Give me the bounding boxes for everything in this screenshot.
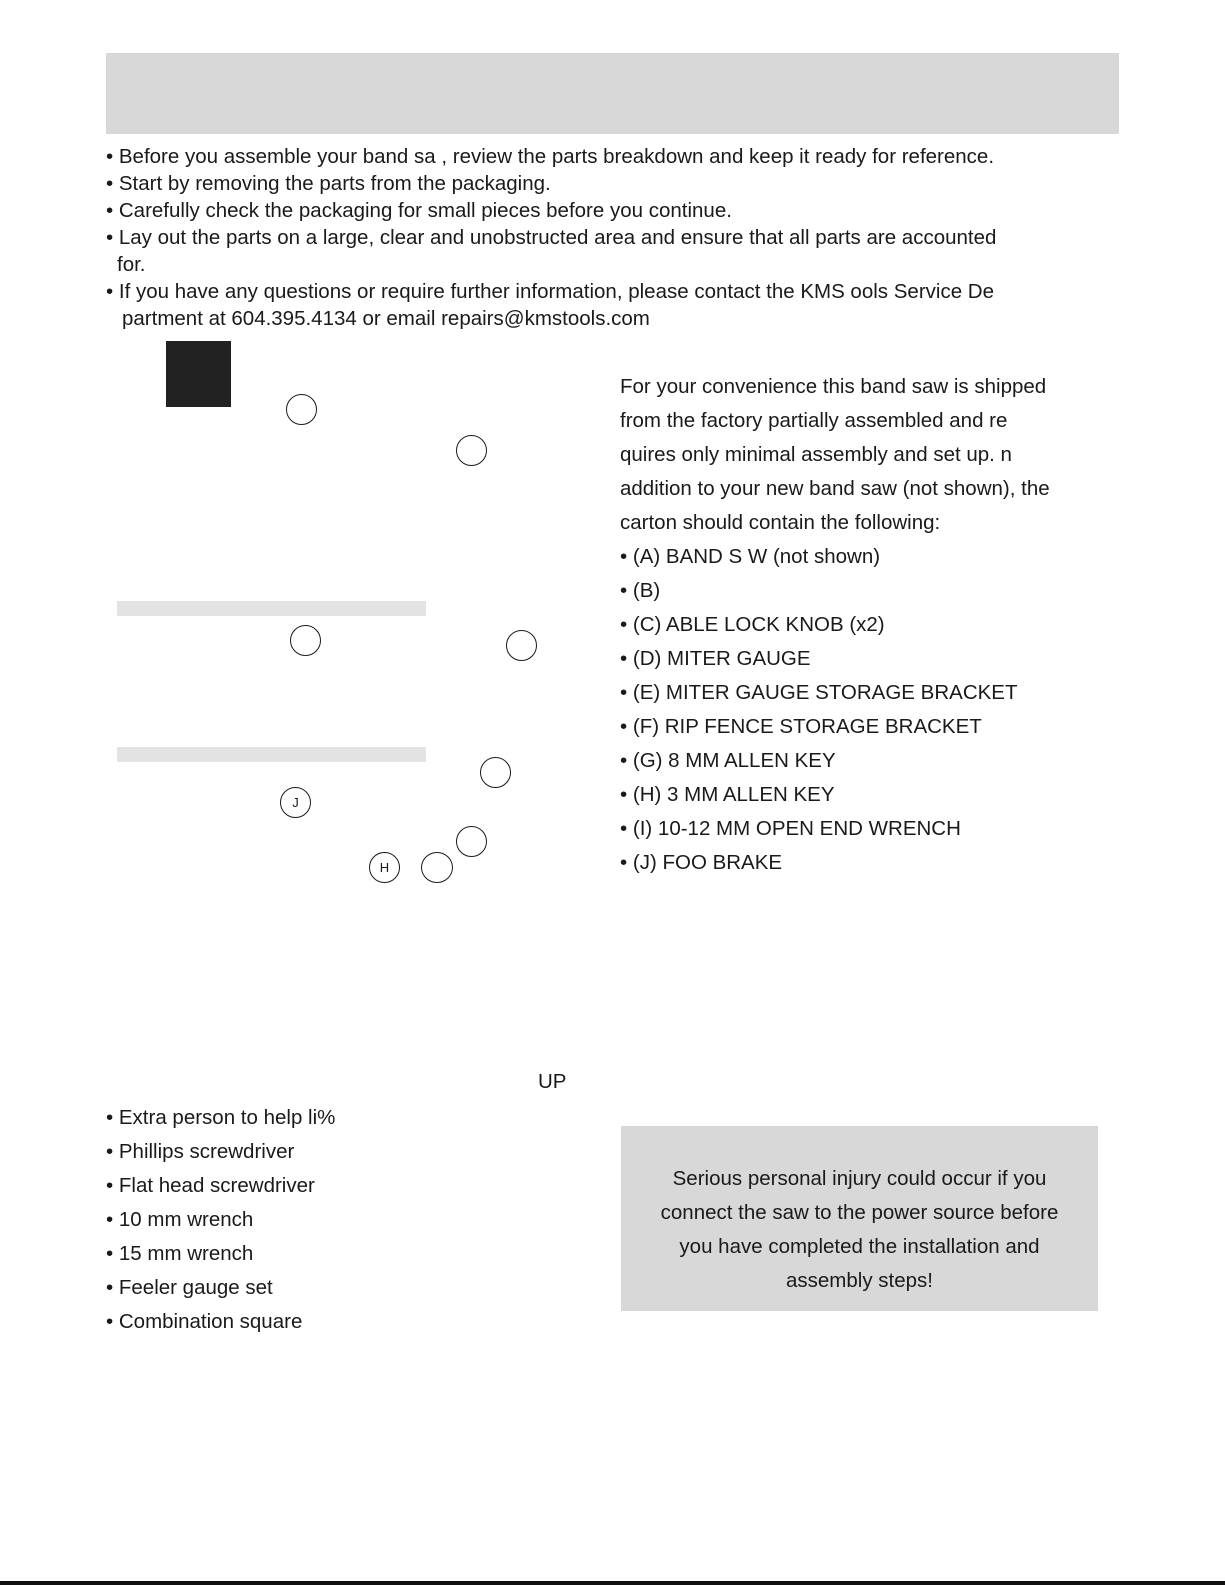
- part-callout-circle: [421, 852, 453, 883]
- part-callout-h: H: [369, 852, 400, 883]
- contents-paragraph-line: For your convenience this band saw is shipped: [620, 375, 1047, 398]
- contents-item: • (C) ABLE LOCK KNOB (x2): [620, 613, 885, 636]
- contents-item: • (F) RIP FENCE STORAGE BRACKET: [620, 715, 982, 738]
- intro-line-continued: partment at 604.395.4134 or email repairs@kmstools.com: [122, 307, 650, 330]
- part-callout-circle: [286, 394, 317, 425]
- contents-item: • (A) BAND S W (not shown): [620, 545, 881, 568]
- intro-line: • Lay out the parts on a large, clear and unobstructed area and ensure that all parts are accounted: [106, 226, 997, 249]
- tool-item: • 15 mm wrench: [106, 1242, 254, 1265]
- part-callout-circle: [506, 630, 537, 661]
- contents-item: • (D) MITER GAUGE: [620, 647, 811, 670]
- setup-heading-fragment: UP: [538, 1070, 567, 1093]
- warning-box: [621, 1126, 1098, 1311]
- intro-line-continued: for.: [117, 253, 146, 276]
- illustration-divider: [117, 747, 426, 762]
- part-callout-circle: [290, 625, 321, 656]
- contents-item: • (H) 3 MM ALLEN KEY: [620, 783, 835, 806]
- contents-paragraph-line: from the factory partially assembled and re: [620, 409, 1008, 432]
- warning-line: Serious personal injury could occur if you: [672, 1167, 1047, 1190]
- tool-item: • Flat head screwdriver: [106, 1174, 315, 1197]
- part-callout-j: J: [280, 787, 311, 818]
- contents-item: • (E) MITER GAUGE STORAGE BRACKET: [620, 681, 1018, 704]
- intro-line: • Start by removing the parts from the packaging.: [106, 172, 551, 195]
- contents-item: • (G) 8 MM ALLEN KEY: [620, 749, 836, 772]
- section-header-band: [106, 53, 1119, 134]
- warning-line: connect the saw to the power source before: [660, 1201, 1059, 1224]
- page-bottom-rule: [0, 1581, 1225, 1585]
- contents-paragraph-line: quires only minimal assembly and set up. n: [620, 443, 1012, 466]
- section-number-block: [166, 341, 231, 407]
- intro-line: • Before you assemble your band sa , review the parts breakdown and keep it ready for reference.: [106, 145, 995, 168]
- illustration-divider: [117, 601, 426, 616]
- tool-item: • Feeler gauge set: [106, 1276, 273, 1299]
- warning-line: you have completed the installation and: [679, 1235, 1040, 1258]
- contents-paragraph-line: carton should contain the following:: [620, 511, 941, 534]
- tool-item: • Extra person to help li%: [106, 1106, 336, 1129]
- intro-instructions: [106, 143, 1126, 332]
- part-callout-circle: [480, 757, 511, 788]
- part-callout-circle: [456, 826, 487, 857]
- intro-line: • Carefully check the packaging for small pieces before you continue.: [106, 199, 732, 222]
- required-tools-list: [106, 1101, 335, 1339]
- warning-line: assembly steps!: [786, 1269, 933, 1292]
- intro-line: • If you have any questions or require further information, please contact the KMS ools Service De: [106, 280, 994, 303]
- part-callout-circle: [456, 435, 487, 466]
- contents-item: • (J) FOO BRAKE: [620, 851, 783, 874]
- tool-item: • Combination square: [106, 1310, 303, 1333]
- tool-item: • 10 mm wrench: [106, 1208, 254, 1231]
- contents-item: • (B): [620, 579, 661, 602]
- carton-contents: [620, 370, 1098, 880]
- contents-paragraph-line: addition to your new band saw (not shown), the: [620, 477, 1050, 500]
- tool-item: • Phillips screwdriver: [106, 1140, 295, 1163]
- contents-item: • (I) 10-12 MM OPEN END WRENCH: [620, 817, 961, 840]
